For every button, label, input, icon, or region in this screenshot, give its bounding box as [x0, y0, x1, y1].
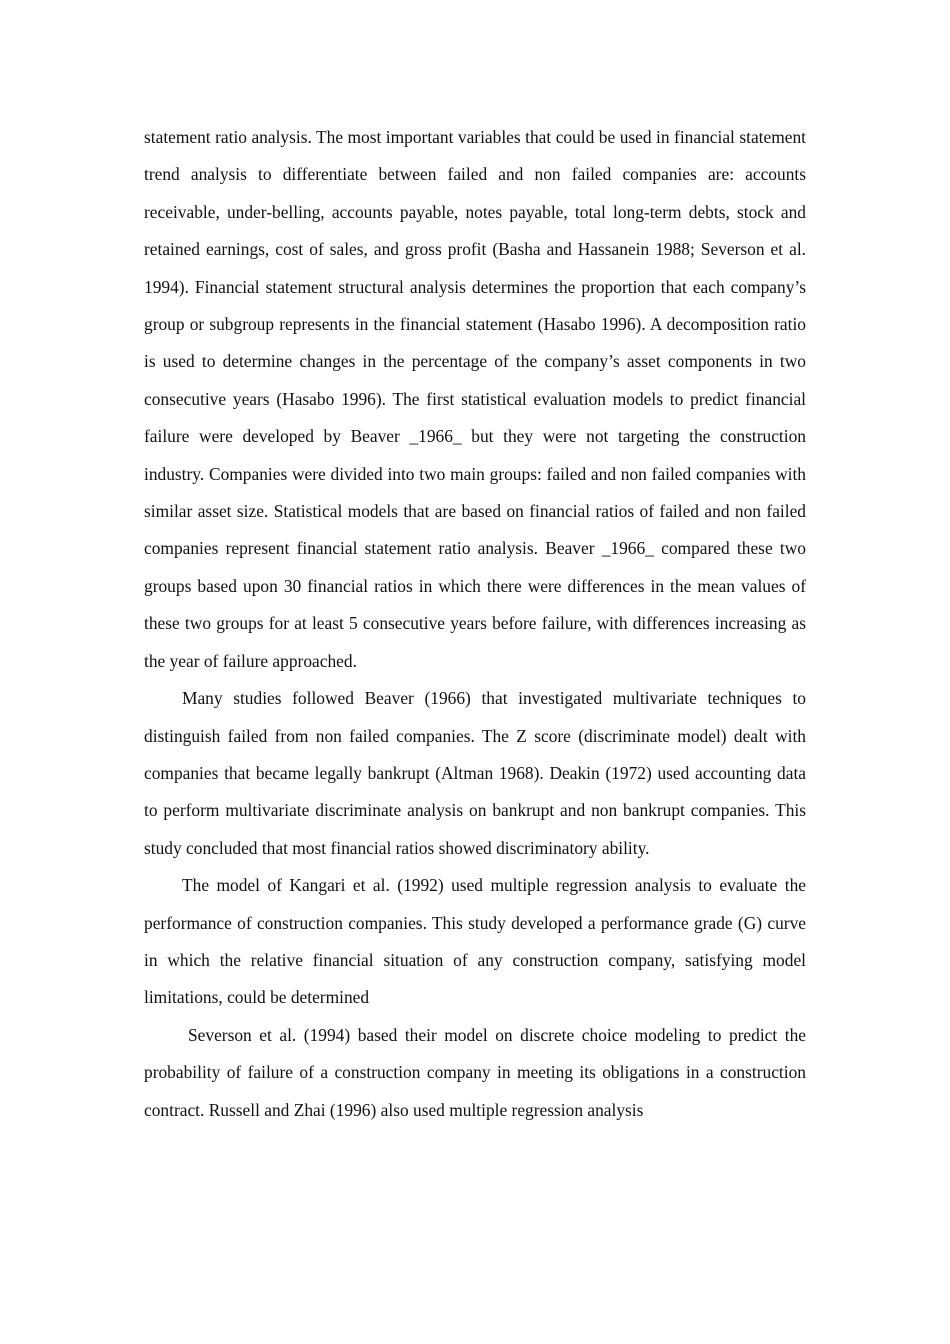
paragraph: Severson et al. (1994) based their model on discrete choice modeling to predict the probability of failure of a construction company in meeting its obligations in a construction contract. Russell and Zhai (1996) also used multiple regression analysis: [144, 1024, 806, 1120]
paragraph: statement ratio analysis. The most important variables that could be used in financial statement trend analysis to differentiate between failed and non failed companies are: accounts receivable, under-belling, accounts payable, notes payable, total long-term debts, stock and retained earnings, cost of sales, and gross profit (Basha and Hassanein 1988; Severson et al. 1994). Financial statement structural analysis determines the proportion that each company’s group or subgroup represents in the financial statement (Hasabo 1996). A decomposition ratio is used to determine changes in the percentage of the company’s asset components in two consecutive years (Hasabo 1996). The first statistical evaluation models to predict financial failure were developed by Beaver _1966_ but they were not targeting the construction industry. Companies were divided into two main groups: failed and non failed companies with similar asset size. Statistical models that are based on financial ratios of failed and non failed companies represent financial statement ratio analysis. Beaver _1966_ compared these two groups based upon 30 financial ratios in which there were differences in the mean values of these two groups for at least 5 consecutive years before failure, with differences increasing as the year of failure approached.: [144, 127, 806, 671]
paragraph: Many studies followed Beaver (1966) that investigated multivariate techniques to distinguish failed from non failed companies. The Z score (discriminate model) dealt with companies that became legally bankrupt (Altman 1968). Deakin (1972) used accounting data to perform multivariate discriminate analysis on bankrupt and non bankrupt companies. This study concluded that most financial ratios showed discriminatory ability.: [144, 688, 806, 858]
paragraph: The model of Kangari et al. (1992) used multiple regression analysis to evaluate the performance of construction companies. This study developed a performance grade (G) curve in which the relative financial situation of any construction company, satisfying model limitations, could be determined: [144, 875, 806, 1008]
body-text: [144, 119, 806, 1129]
